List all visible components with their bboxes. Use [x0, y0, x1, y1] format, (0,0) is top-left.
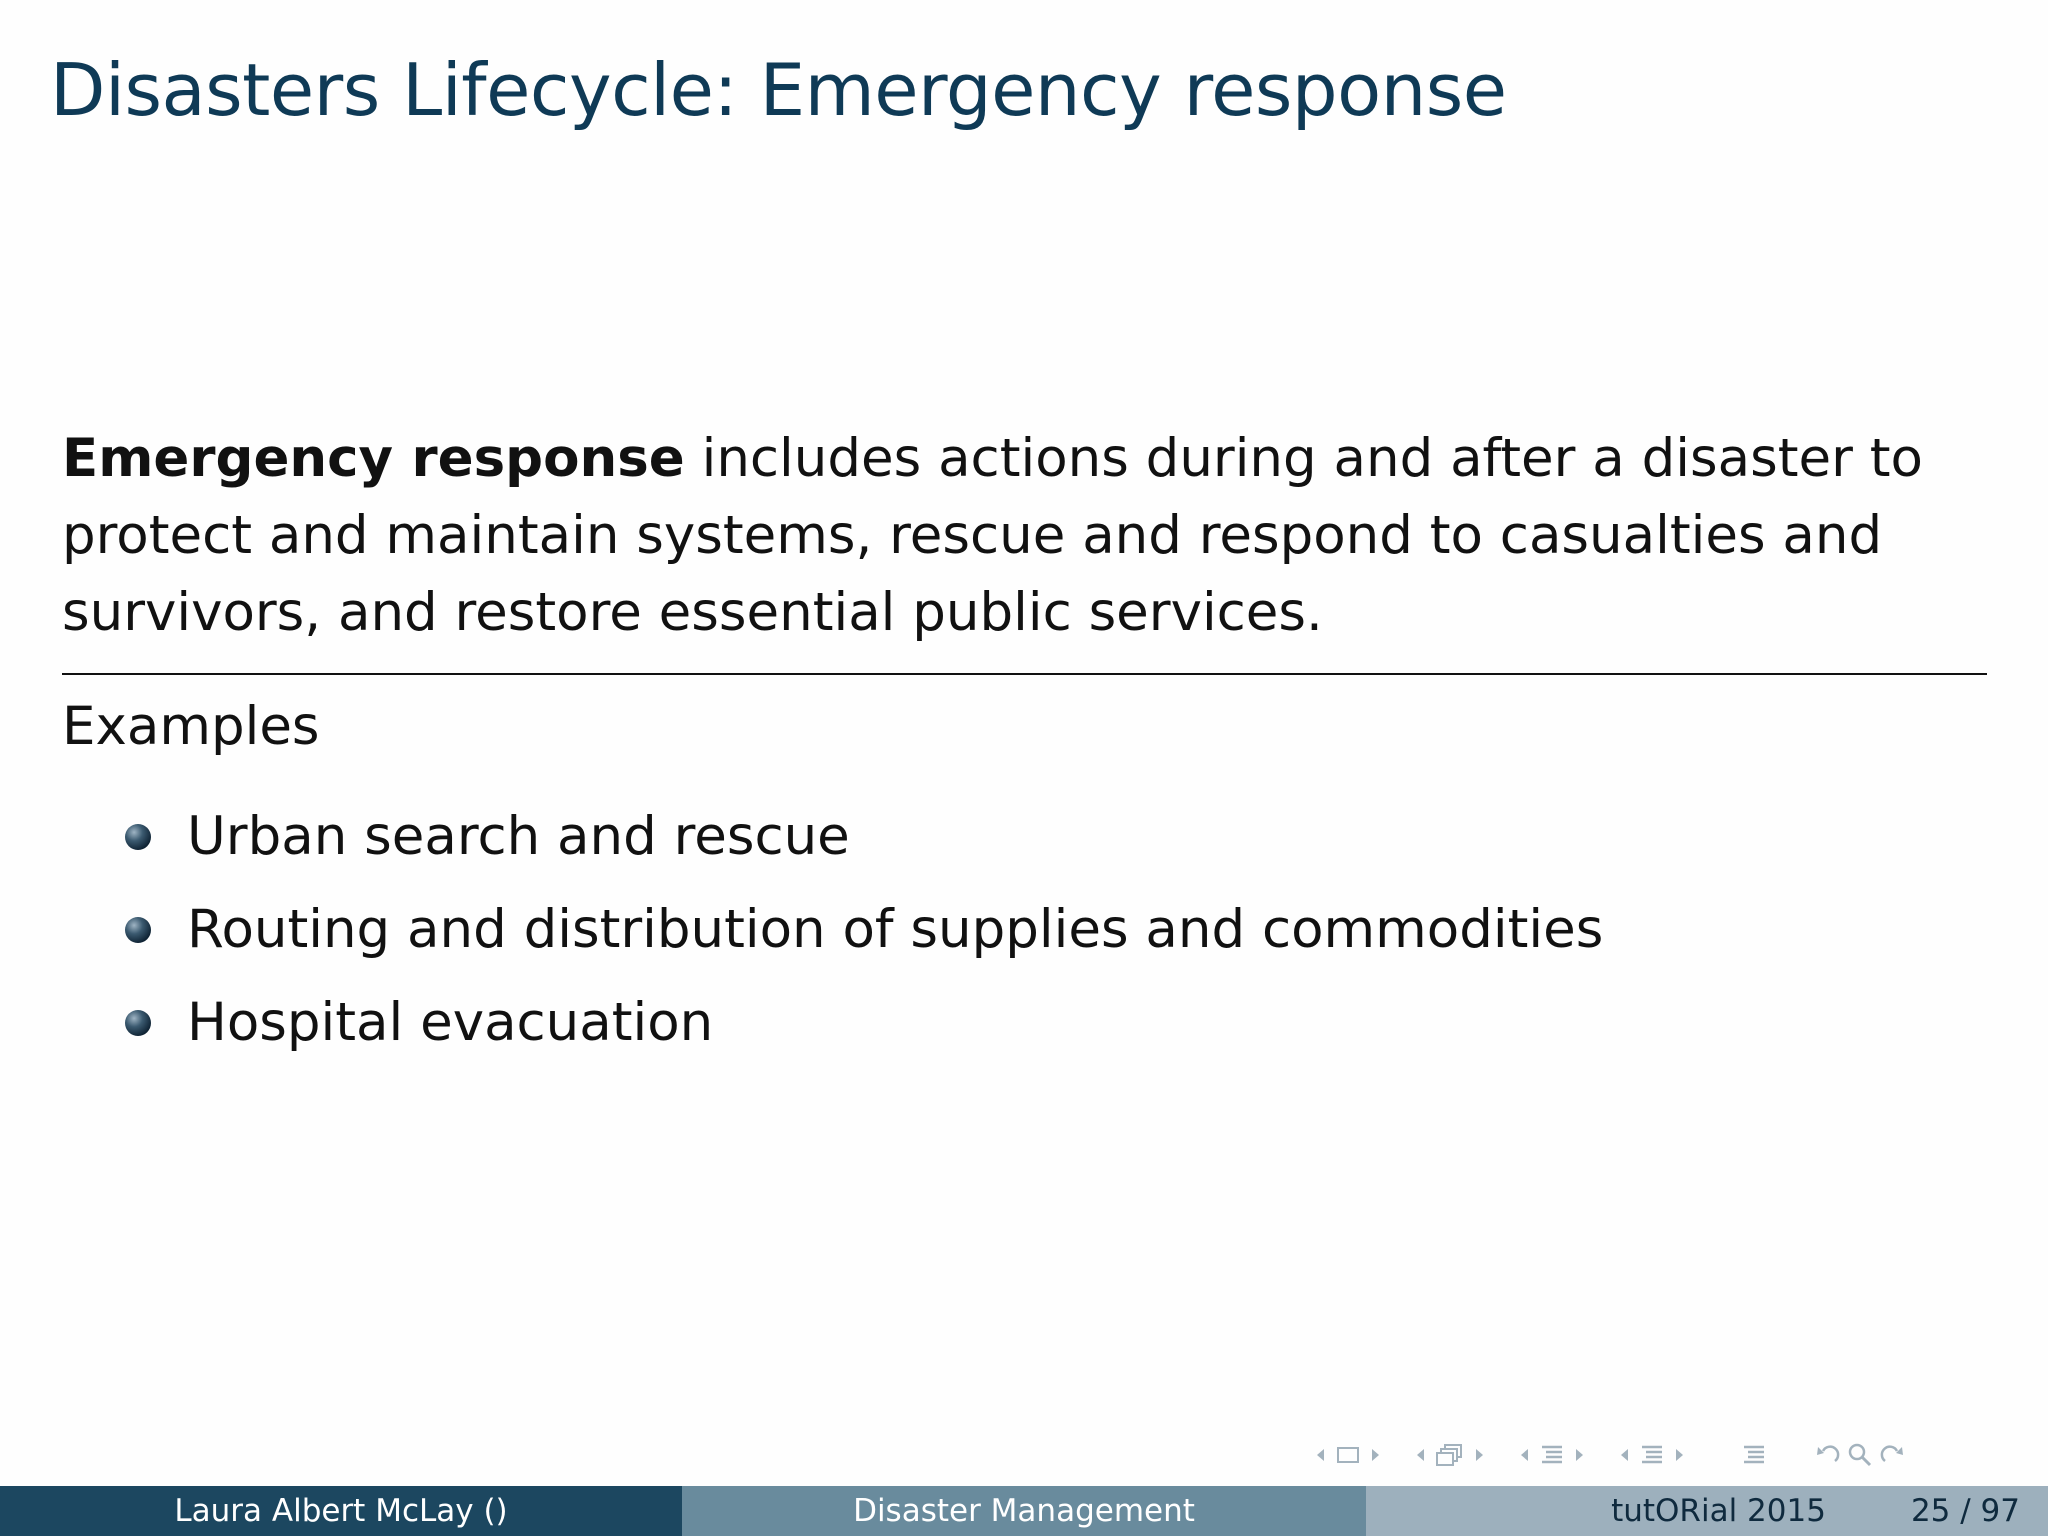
bullet-icon	[125, 1010, 151, 1036]
list-item-text: Hospital evacuation	[187, 992, 714, 1053]
slide-title: Disasters Lifecycle: Emergency response	[50, 48, 1507, 132]
list-item-text: Urban search and rescue	[187, 806, 850, 867]
examples-list	[125, 790, 1603, 1069]
divider	[62, 673, 1987, 675]
definition-text: includes actions during and after a disaster to protect and maintain systems, rescue and respond to casualties and survivors, and restore essential public services.	[62, 428, 1923, 643]
subsection-prev-icon[interactable]	[1614, 1448, 1634, 1462]
frame-prev-icon[interactable]	[1310, 1448, 1330, 1462]
footer-author-text: Laura Albert McLay ()	[174, 1493, 508, 1529]
list-item	[125, 790, 1603, 883]
frame-next-icon[interactable]	[1366, 1448, 1386, 1462]
section-next-icon[interactable]	[1570, 1448, 1590, 1462]
footer-author	[0, 1486, 682, 1536]
slide-next-icon[interactable]	[1470, 1448, 1490, 1462]
slides-icon[interactable]	[1430, 1443, 1470, 1467]
page-number: 25 / 97	[1910, 1493, 2020, 1529]
footer-event-text: tutORial 2015	[1611, 1493, 1826, 1529]
forward-icon[interactable]	[1876, 1443, 1908, 1467]
list-item	[125, 976, 1603, 1069]
frame-icon[interactable]	[1330, 1446, 1366, 1464]
footer-bar	[0, 1486, 2048, 1536]
definition-term: Emergency response	[62, 428, 685, 489]
section-icon[interactable]	[1534, 1444, 1570, 1466]
slide-prev-icon[interactable]	[1410, 1448, 1430, 1462]
subsection-icon[interactable]	[1634, 1444, 1670, 1466]
back-icon[interactable]	[1812, 1443, 1844, 1467]
section-prev-icon[interactable]	[1514, 1448, 1534, 1462]
bullet-icon	[125, 917, 151, 943]
search-icon[interactable]	[1844, 1442, 1876, 1468]
footer-event	[1366, 1486, 2048, 1536]
bullet-icon	[125, 824, 151, 850]
definition-paragraph	[62, 420, 1962, 651]
list-item	[125, 883, 1603, 976]
footer-title	[682, 1486, 1366, 1536]
toc-icon[interactable]	[1736, 1444, 1772, 1466]
subsection-next-icon[interactable]	[1670, 1448, 1690, 1462]
list-item-text: Routing and distribution of supplies and commodities	[187, 899, 1604, 960]
beamer-navigation	[1310, 1440, 2035, 1470]
footer-title-text: Disaster Management	[853, 1493, 1195, 1529]
examples-heading: Examples	[62, 696, 320, 757]
